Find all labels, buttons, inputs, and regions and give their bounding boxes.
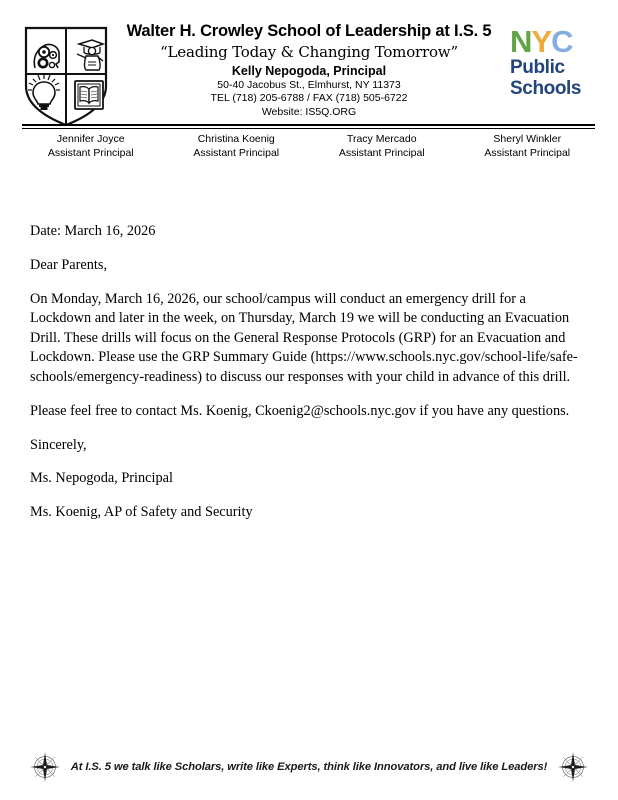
- principal-name: Kelly Nepogoda, Principal: [231, 63, 387, 78]
- open-book-icon: [75, 81, 103, 109]
- nyc-letter-c: C: [551, 24, 573, 59]
- assistant-principal-name: Jennifer Joyce: [56, 133, 125, 145]
- nyc-letters: [510, 26, 602, 57]
- page-footer: [0, 744, 618, 790]
- assistant-principals-row: [18, 132, 600, 160]
- assistant-principal-entry: [309, 132, 455, 160]
- assistant-principal-entry: [164, 132, 310, 160]
- letter-paragraph-2: Please feel free to contact Ms. Koenig, Ckoenig2@schools.nyc.gov if you have any questions.: [30, 402, 570, 419]
- nyc-logo-schools: Schools: [510, 77, 582, 99]
- assistant-principal-title: Assistant Principal: [484, 147, 571, 160]
- letterhead: [0, 22, 618, 122]
- divider-thick-line: [22, 124, 595, 126]
- school-name: Walter H. Crowley School of Leadership at I.S. 5: [126, 22, 492, 40]
- divider-thin-line: [22, 128, 595, 129]
- letter-signature-principal: Ms. Nepogoda, Principal: [30, 470, 173, 487]
- letter-signature-ap: Ms. Koenig, AP of Safety and Security: [30, 504, 253, 521]
- letter-body: [30, 222, 583, 537]
- assistant-principal-title: Assistant Principal: [193, 147, 280, 160]
- assistant-principal-name: Christina Koenig: [197, 133, 275, 145]
- school-phone-fax: TEL (718) 205-6788 / FAX (718) 505-6722: [210, 92, 408, 105]
- assistant-principal-name: Sheryl Winkler: [493, 133, 562, 145]
- header-divider: [22, 124, 595, 129]
- letterhead-text-block: [112, 22, 506, 119]
- school-crest-shield: [22, 24, 110, 128]
- assistant-principal-title: Assistant Principal: [47, 147, 134, 160]
- school-address: 50-40 Jacobus St., Elmhurst, NY 11373: [217, 78, 401, 91]
- school-motto: At I.S. 5 we talk like Scholars, write like Experts, think like Innovators, and live like Leaders!: [70, 761, 548, 773]
- school-website: Website: IS5Q.ORG: [261, 105, 357, 118]
- school-tagline: “Leading Today & Changing Tomorrow”: [160, 42, 458, 61]
- letter-closing: Sincerely,: [30, 436, 87, 453]
- assistant-principal-name: Tracy Mercado: [346, 133, 417, 145]
- letter-paragraph-1: On Monday, March 16, 2026, our school/campus will conduct an emergency drill for a Lockdown and later in the week, on Thursday, March 19 we will be conducting an Evacuation Drill. These drills will focus on the General Response Protocols (GRP) for an Evacuation and Lockdown. Please use the GRP Summary Guide (https://www.schools.nyc.gov/school-life/safe-schools/emergency-readiness) to discuss our responses with your child in advance of this drill.: [30, 290, 578, 385]
- nyc-logo-public: Public: [510, 57, 565, 78]
- assistant-principal-entry: [455, 132, 601, 160]
- letter-date: Date: March 16, 2026: [30, 223, 156, 239]
- compass-rose-icon: [556, 750, 590, 784]
- nyc-letter-y: Y: [531, 24, 552, 59]
- assistant-principal-entry: [18, 132, 164, 160]
- assistant-principal-title: Assistant Principal: [338, 147, 425, 160]
- compass-rose-icon: [28, 750, 62, 784]
- letter-salutation: Dear Parents,: [30, 256, 108, 273]
- nyc-public-schools-logo: [510, 26, 602, 99]
- nyc-letter-n: N: [510, 24, 532, 59]
